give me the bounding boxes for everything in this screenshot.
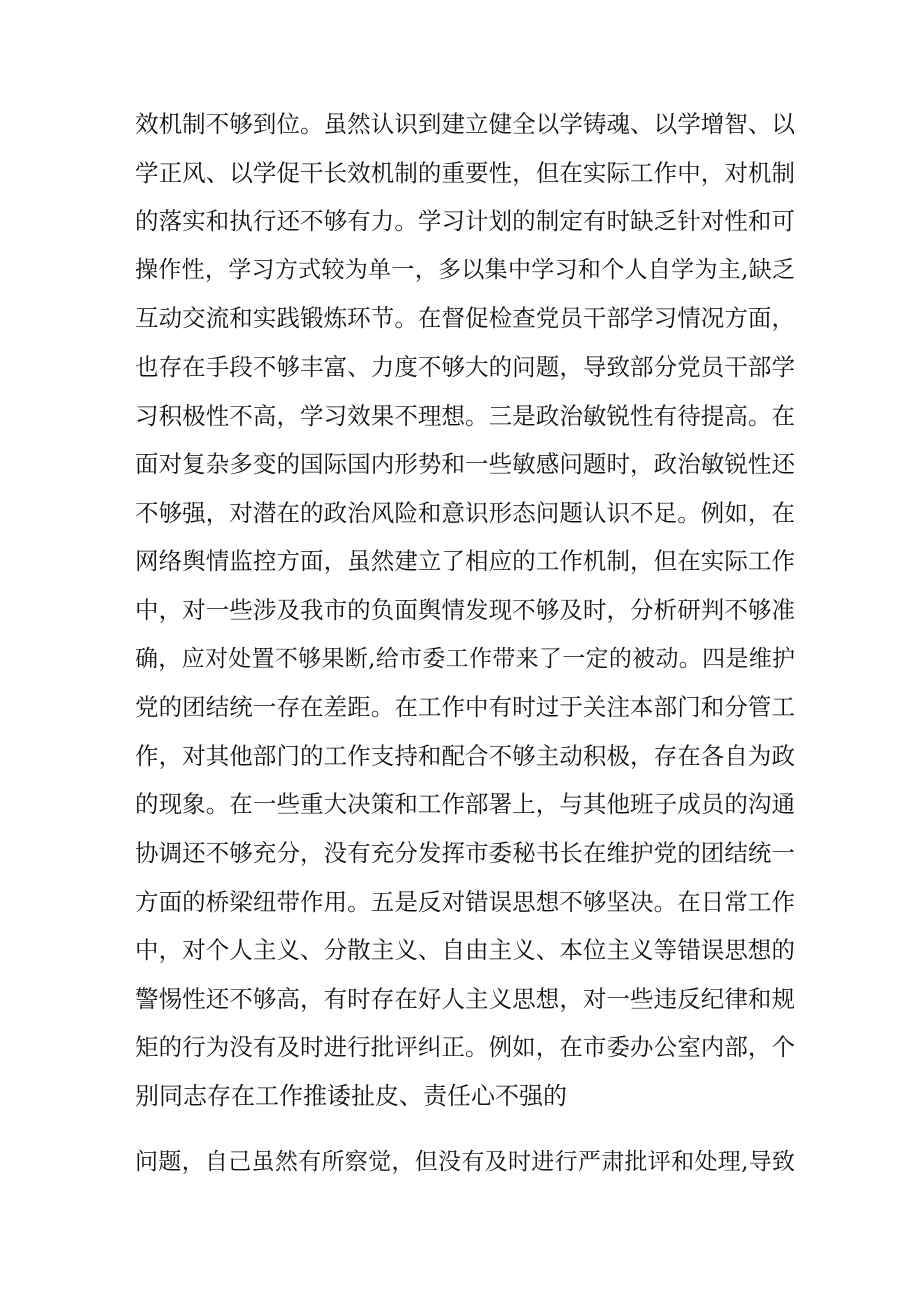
text-line-next-paragraph: 问题，自己虽然有所察觉，但没有及时进行严肃批评和处理,导致 [135,1149,795,1176]
text-line: 效机制不够到位。虽然认识到建立健全以学铸魂、以学增智、以 [135,110,795,138]
text-line: 也存在手段不够丰富、力度不够大的问题，导致部分党员干部学 [135,352,795,381]
text-line: 中，对个人主义、分散主义、自由主义、本位主义等错误思想的 [135,936,795,965]
text-line: 面对复杂多变的国际国内形势和一些敏感问题时，政治敏锐性还 [135,450,795,479]
text-line: 确，应对处置不够果断,给市委工作带来了一定的被动。四是维护 [135,645,795,672]
text-line: 操作性，学习方式较为单一，多以集中学习和个人自学为主,缺乏 [135,256,795,283]
text-line: 的落实和执行还不够有力。学习计划的制定有时缺乏针对性和可 [135,207,795,236]
text-line: 作，对其他部门的工作支持和配合不够主动积极，存在各自为政 [135,741,795,770]
text-line: 矩的行为没有及时进行批评纠正。例如，在市委办公室内部，个 [135,1033,795,1062]
paragraph-gap [135,1120,795,1138]
text-line: 的现象。在一些重大决策和工作部署上，与其他班子成员的沟通 [135,790,795,819]
text-line: 警惕性还不够高，有时存在好人主义思想，对一些违反纪律和规 [135,984,795,1013]
text-line: 习积极性不高，学习效果不理想。三是政治敏锐性有待提高。在 [135,401,795,430]
text-line: 方面的桥梁纽带作用。五是反对错误思想不够坚决。在日常工作 [135,887,795,916]
text-line: 别同志存在工作推诿扯皮、责任心不强的 [135,1081,567,1110]
text-line: 互动交流和实践锻炼环节。在督促检查党员干部学习情况方面， [135,304,795,333]
text-line: 网络舆情监控方面，虽然建立了相应的工作机制，但在实际工作 [135,547,795,576]
text-line: 中，对一些涉及我市的负面舆情发现不够及时，分析研判不够准 [135,595,795,624]
text-line: 党的团结统一存在差距。在工作中有时过于关注本部门和分管工 [135,693,795,722]
body-text [135,100,795,1187]
text-line: 学正风、以学促干长效机制的重要性，但在实际工作中，对机制 [135,158,795,187]
text-line: 协调还不够充分，没有充分发挥市委秘书长在维护党的团结统一 [135,838,795,867]
text-line: 不够强，对潜在的政治风险和意识形态问题认识不足。例如，在 [135,498,795,527]
